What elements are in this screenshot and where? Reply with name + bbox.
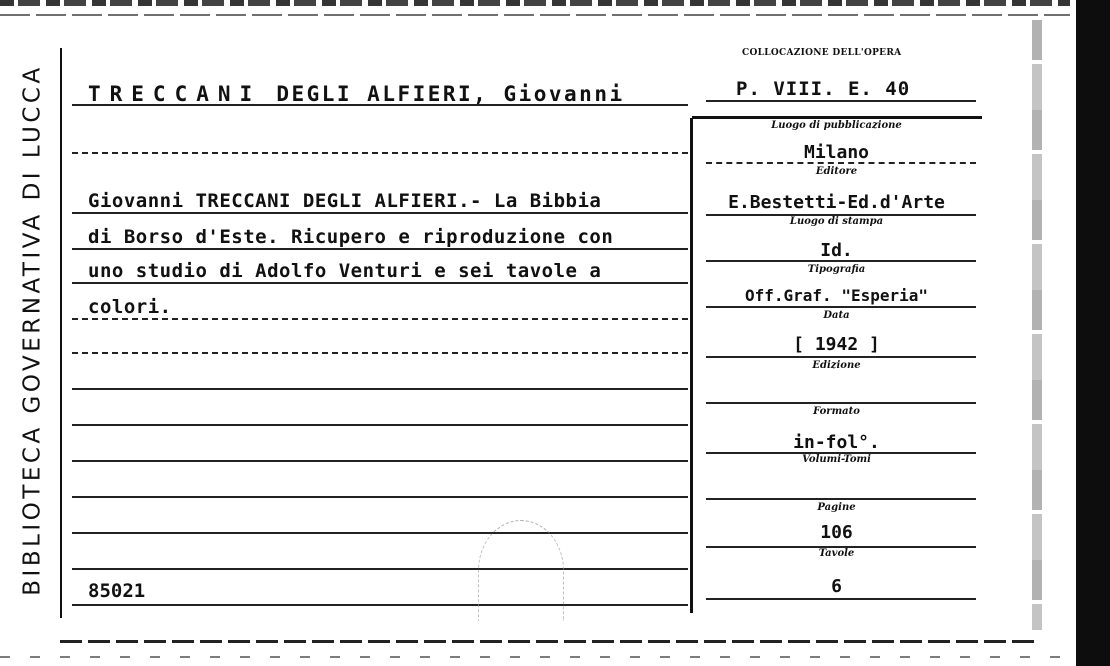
label-luogo-pubblicazione: Luogo di pubblicazione bbox=[771, 120, 902, 131]
ruled-line bbox=[706, 306, 976, 308]
ruled-line bbox=[72, 496, 688, 498]
ruled-line-author bbox=[72, 104, 688, 106]
label-pagine: Pagine bbox=[817, 502, 856, 513]
ruled-line bbox=[72, 152, 688, 154]
description-line: colori. bbox=[88, 296, 172, 318]
description-line: Giovanni TRECCANI DEGLI ALFIERI.- La Bibbia bbox=[88, 190, 602, 212]
scan-edge-top bbox=[0, 0, 1070, 6]
label-tavole: Tavole bbox=[818, 548, 855, 559]
value-luogo-pubblicazione: Milano bbox=[803, 142, 870, 163]
ruled-line bbox=[72, 388, 688, 390]
ruled-line bbox=[72, 282, 688, 284]
ruled-line bbox=[72, 212, 688, 214]
field-box-top-rule bbox=[692, 116, 982, 119]
ruled-line bbox=[72, 248, 688, 250]
description-line: di Borso d'Este. Ricupero e riproduzione con bbox=[88, 226, 614, 248]
ruled-line bbox=[706, 356, 976, 358]
scan-edge-bottom-line bbox=[0, 656, 1060, 658]
value-luogo-stampa: Id. bbox=[820, 240, 853, 261]
scan-edge-right bbox=[1076, 0, 1110, 666]
value-formato: in-fol°. bbox=[793, 432, 880, 453]
value-tipografia: Off.Graf. "Esperia" bbox=[744, 286, 929, 305]
value-data: [ 1942 ] bbox=[793, 334, 880, 355]
ruled-line bbox=[72, 352, 688, 354]
library-name: BIBLIOTECA GOVERNATIVA DI LUCCA bbox=[20, 64, 47, 596]
scan-edge-right-shadow bbox=[1032, 20, 1042, 630]
author-rest: DEGLI ALFIERI, Giovanni bbox=[276, 82, 625, 106]
shelfmark: P. VIII. E. 40 bbox=[736, 78, 911, 100]
ruled-line-shelfmark bbox=[706, 100, 976, 102]
label-edizione: Edizione bbox=[812, 360, 861, 371]
library-name-vertical bbox=[10, 40, 56, 620]
left-margin-rule bbox=[60, 48, 62, 618]
value-tavole: 6 bbox=[831, 576, 842, 597]
ruled-line bbox=[72, 460, 688, 462]
value-editore: E.Bestetti-Ed.d'Arte bbox=[728, 192, 945, 213]
ruled-line bbox=[706, 498, 976, 500]
value-pagine: 106 bbox=[820, 522, 853, 543]
author-heading bbox=[88, 82, 625, 106]
label-tipografia: Tipografia bbox=[807, 264, 866, 275]
label-data: Data bbox=[823, 310, 850, 321]
ruled-line bbox=[706, 162, 976, 164]
collocazione-label: COLLOCAZIONE DELL'OPERA bbox=[742, 48, 902, 58]
label-editore: Editore bbox=[815, 166, 858, 177]
ruled-line bbox=[706, 402, 976, 404]
inventory-number: 85021 bbox=[88, 580, 146, 602]
ruled-line bbox=[72, 318, 688, 320]
scan-edge-bottom bbox=[60, 640, 1040, 643]
scan-edge-top-line bbox=[0, 14, 1070, 16]
faded-stamp bbox=[478, 520, 564, 621]
author-surname: TRECCANI bbox=[88, 82, 262, 106]
label-volumi-tomi: Volumi-Tomi bbox=[802, 454, 871, 465]
ruled-line bbox=[72, 424, 688, 426]
ruled-line bbox=[72, 568, 688, 570]
ruled-line bbox=[72, 532, 688, 534]
label-luogo-stampa: Luogo di stampa bbox=[789, 216, 884, 227]
description-line: uno studio di Adolfo Venturi e sei tavole a bbox=[88, 260, 602, 282]
ruled-line bbox=[72, 604, 688, 606]
ruled-line bbox=[706, 598, 976, 600]
label-formato: Formato bbox=[813, 406, 860, 417]
ruled-line bbox=[706, 260, 976, 262]
